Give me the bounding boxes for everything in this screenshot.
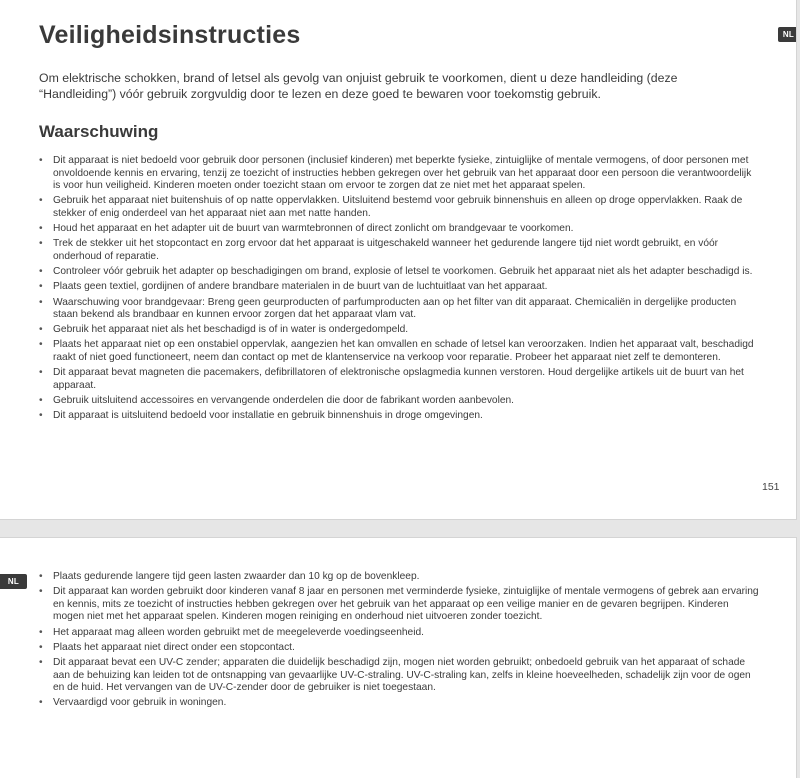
list-item: • Houd het apparaat en het adapter uit de buurt van warmtebronnen of direct zonlicht om brandgevaar te voorkomen. (39, 223, 761, 236)
warning-list-continued (39, 571, 761, 713)
list-item: • Vervaardigd voor gebruik in woningen. (39, 697, 761, 710)
list-item: • Plaats gedurende langere tijd geen lasten zwaarder dan 10 kg op de bovenkleep. (39, 571, 761, 584)
list-item: • Dit apparaat bevat een UV-C zender; apparaten die duidelijk beschadigd zijn, mogen niet worden gebruikt; onbedoeld gebruik van het apparaat of schade aan de behuizing kan leiden tot de ontsnapping van gevaarlijke UV-C-straling. UV-C-straling kan, zelfs in kleine hoeveelheden, schadelijk zijn voor de ogen en de huid. Het vervangen van de UV-C-zender door de gebruiker is niet toegestaan. (39, 657, 761, 695)
list-item: • Dit apparaat bevat magneten die pacemakers, defibrillatoren of elektronische opslagmedia kunnen verstoren. Houd dergelijke artikels uit de buurt van het apparaat. (39, 367, 761, 392)
list-item: • Plaats het apparaat niet direct onder een stopcontact. (39, 642, 761, 655)
list-item: • Waarschuwing voor brandgevaar: Breng geen geurproducten of parfumproducten aan op het filter van dit apparaat. Chemicaliën in dergelijke producten staan bekend als brandbaar en kunnen ervoor zorgen dat het apparaat vlam vat. (39, 297, 761, 322)
list-item: • Dit apparaat is uitsluitend bedoeld voor installatie en gebruik binnenshuis in droge omgevingen. (39, 410, 761, 423)
warning-list (39, 155, 761, 425)
intro-paragraph: Om elektrische schokken, brand of letsel als gevolg van onjuist gebruik te voorkomen, dient u deze handleiding (deze “Handleiding”) vóór gebruik zorgvuldig door te lezen en deze goed te bewaren voor toekomstig gebruik. (39, 71, 678, 101)
language-tag: NL (778, 27, 797, 42)
document-page-152 (0, 537, 797, 778)
list-item: • Trek de stekker uit het stopcontact en zorg ervoor dat het apparaat is uitgeschakeld wanneer het gedurende langere tijd niet wordt gebruikt, en vóór onderhoud of reparatie. (39, 238, 761, 263)
warning-heading: Waarschuwing (39, 122, 159, 141)
list-item: • Plaats geen textiel, gordijnen of andere brandbare materialen in de buurt van de luchtuitlaat van het apparaat. (39, 281, 761, 294)
page-number: 151 (762, 481, 780, 493)
list-item: • Controleer vóór gebruik het adapter op beschadigingen om brand, explosie of letsel te voorkomen. Gebruik het apparaat niet als het adapter beschadigd is. (39, 266, 761, 279)
page-title: Veiligheidsinstructies (39, 21, 301, 49)
list-item: • Het apparaat mag alleen worden gebruikt met de meegeleverde voedingseenheid. (39, 627, 761, 640)
list-item: • Dit apparaat kan worden gebruikt door kinderen vanaf 8 jaar en personen met verminderde fysieke, zintuiglijke of mentale vermogens of gebrek aan ervaring en kennis, mits ze toezicht of instructies hebben gekregen over het gebruik van het apparaat op een veilige manier en de gevaren begrijpen. Kinderen mogen niet met het apparaat spelen. Kinderen mogen reiniging en onderhoud niet uitvoeren zonder toezicht. (39, 586, 761, 624)
list-item: • Plaats het apparaat niet op een onstabiel oppervlak, aangezien het kan omvallen en schade of letsel kan veroorzaken. Indien het apparaat valt, beschadigd raakt of niet goed functioneert, neem dan contact op met de klantenservice na verkoop voor reparatie. Probeer het apparaat niet zelf te demonteren. (39, 339, 761, 364)
list-item: • Gebruik uitsluitend accessoires en vervangende onderdelen die door de fabrikant worden aanbevolen. (39, 395, 761, 408)
language-tag: NL (0, 574, 27, 589)
list-item: • Gebruik het apparaat niet buitenshuis of op natte oppervlakken. Uitsluitend bestemd voor gebruik binnenshuis en alleen op droge oppervlakken. Raak de stekker of enig onderdeel van het apparaat niet aan met natte handen. (39, 195, 761, 220)
list-item: • Gebruik het apparaat niet als het beschadigd is of in water is ondergedompeld. (39, 324, 761, 337)
list-item: • Dit apparaat is niet bedoeld voor gebruik door personen (inclusief kinderen) met beperkte fysieke, zintuiglijke of mentale vermogens, of door personen met onvoldoende kennis en ervaring, tenzij ze toezicht of instructies hebben gekregen over het gebruik van het apparaat door een persoon die verantwoordelijk is voor hun veiligheid. Kinderen moeten onder toezicht staan om ervoor te zorgen dat ze niet met het apparaat spelen. (39, 155, 761, 193)
